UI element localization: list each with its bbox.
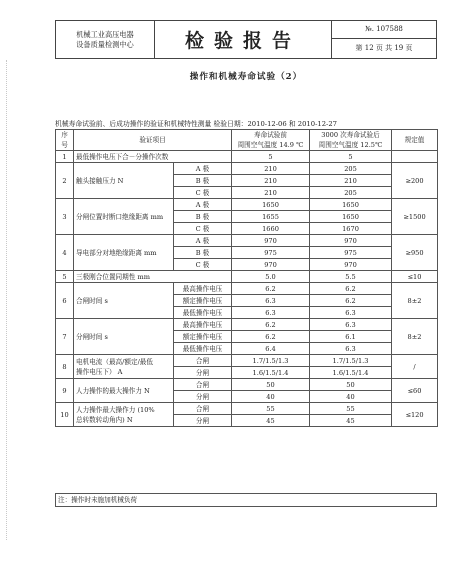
before-value: 45 [232, 415, 310, 427]
item-header: 验证项目 [74, 130, 232, 151]
before-value: 55 [232, 403, 310, 415]
sub-item-label: 最低操作电压 [174, 343, 232, 355]
item-label: 人力操作的最大操作力 N [74, 379, 174, 403]
sub-item-label: C 极 [174, 223, 232, 235]
spec-value: 8±2 [392, 283, 438, 319]
table-row [56, 403, 438, 415]
table-header-row [56, 130, 438, 151]
item-label: 三极刚合位置同期性 mm [74, 271, 232, 283]
sub-item-label: B 极 [174, 175, 232, 187]
before-value: 1655 [232, 211, 310, 223]
report-header [55, 20, 437, 59]
after-value: 970 [310, 235, 392, 247]
spec-value: ≤120 [392, 403, 438, 427]
before-value: 1660 [232, 223, 310, 235]
item-label: 合闸时间 s [74, 283, 174, 319]
sub-item-label: A 极 [174, 235, 232, 247]
report-number-block [332, 21, 437, 59]
org-line-2: 设备质量检测中心 [76, 39, 134, 49]
sub-item-label: B 极 [174, 247, 232, 259]
sub-item-label: C 极 [174, 259, 232, 271]
sub-item-label: B 极 [174, 211, 232, 223]
sub-item-label: 合闸 [174, 355, 232, 367]
after-value: 50 [310, 379, 392, 391]
table-row [56, 379, 438, 391]
row-number: 7 [56, 319, 74, 355]
row-number: 10 [56, 403, 74, 427]
before-value: 210 [232, 163, 310, 175]
row-number: 3 [56, 199, 74, 235]
item-label [74, 403, 174, 427]
item-label: 导电部分对地绝缘距离 mm [74, 235, 174, 271]
sub-item-label: 合闸 [174, 403, 232, 415]
before-value: 40 [232, 391, 310, 403]
spec-value: ≤10 [392, 271, 438, 283]
before-value: 1.6/1.5/1.4 [232, 367, 310, 379]
item-label: 触头接触压力 N [74, 163, 174, 199]
after-value: 40 [310, 391, 392, 403]
item-label: 分闸位置时断口绝缘距离 mm [74, 199, 174, 235]
before-value: 210 [232, 175, 310, 187]
spec-value: / [392, 355, 438, 379]
after-value: 6.3 [310, 343, 392, 355]
after-value: 6.1 [310, 331, 392, 343]
row-number: 6 [56, 283, 74, 319]
sub-item-label: A 极 [174, 199, 232, 211]
table-row [56, 235, 438, 247]
before-value: 970 [232, 259, 310, 271]
spec-value: 8±2 [392, 319, 438, 355]
before-value: 6.4 [232, 343, 310, 355]
report-title: 检验报告 [155, 21, 332, 59]
spec-value: ≤60 [392, 379, 438, 403]
spec-header: 规定值 [392, 130, 438, 151]
spec-value: ≥1500 [392, 199, 438, 235]
before-value: 6.3 [232, 307, 310, 319]
before-header: 寿命试验前 周围空气温度 14.9 ℃ [232, 130, 310, 151]
after-value: 1650 [310, 211, 392, 223]
after-value: 5 [310, 151, 392, 163]
sub-item-label: 最高操作电压 [174, 283, 232, 295]
row-number: 9 [56, 379, 74, 403]
spec-value: ≥950 [392, 235, 438, 271]
org-line-1: 机械工业高压电器 [76, 29, 134, 39]
sub-item-label: C 极 [174, 187, 232, 199]
after-value: 55 [310, 403, 392, 415]
after-value: 970 [310, 259, 392, 271]
footnote: 注：操作时未施加机械负荷 [55, 493, 437, 507]
item-label-line: 人力操作最大操作力 (10% [76, 405, 155, 414]
after-value: 1670 [310, 223, 392, 235]
after-value: 5.5 [310, 271, 392, 283]
row-number: 8 [56, 355, 74, 379]
before-value: 5 [232, 151, 310, 163]
after-value: 210 [310, 175, 392, 187]
page-info: 第 12 页 共 19 页 [355, 44, 413, 52]
after-value: 205 [310, 163, 392, 175]
before-value: 6.2 [232, 319, 310, 331]
item-label-line: 总转数转动角内) N [76, 415, 133, 424]
spec-value [392, 151, 438, 163]
row-number: 5 [56, 271, 74, 283]
table-row [56, 163, 438, 175]
after-header: 3000 次寿命试验后 周围空气温度 12.5℃ [310, 130, 392, 151]
before-value: 6.2 [232, 331, 310, 343]
row-number: 4 [56, 235, 74, 271]
before-value: 5.0 [232, 271, 310, 283]
organization-name [56, 21, 155, 59]
table-row [56, 283, 438, 295]
before-value: 6.3 [232, 295, 310, 307]
before-value: 6.2 [232, 283, 310, 295]
sub-item-label: 合闸 [174, 379, 232, 391]
row-number: 1 [56, 151, 74, 163]
after-value: 6.2 [310, 283, 392, 295]
spec-value: ≥200 [392, 163, 438, 199]
after-value: 6.3 [310, 319, 392, 331]
section-title: 操作和机械寿命试验（2） [189, 72, 303, 82]
before-value: 210 [232, 187, 310, 199]
before-value: 1650 [232, 199, 310, 211]
sub-item-label: 最低操作电压 [174, 307, 232, 319]
test-info-line: 机械寿命试验前、后成功操作的验证和机械特性测量 检验日期：2010-12-06 和 2010-12-27 [55, 120, 337, 128]
results-table [55, 129, 438, 427]
item-label-line: 电机电流（最高/额定/最低 [76, 357, 153, 366]
after-value: 1.6/1.5/1.4 [310, 367, 392, 379]
table-row [56, 199, 438, 211]
sub-item-label: 分闸 [174, 367, 232, 379]
before-value: 975 [232, 247, 310, 259]
after-value: 1650 [310, 199, 392, 211]
sub-item-label: 分闸 [174, 391, 232, 403]
after-value: 205 [310, 187, 392, 199]
after-value: 6.2 [310, 295, 392, 307]
sub-item-label: 额定操作电压 [174, 295, 232, 307]
item-label: 最低操作电压下合－分操作次数 [74, 151, 232, 163]
sub-item-label: A 极 [174, 163, 232, 175]
item-label [74, 355, 174, 379]
after-value: 6.3 [310, 307, 392, 319]
seq-header: 序 号 [56, 130, 74, 151]
sub-item-label: 额定操作电压 [174, 331, 232, 343]
table-row [56, 355, 438, 367]
item-label: 分闸时间 s [74, 319, 174, 355]
after-value: 45 [310, 415, 392, 427]
sub-item-label: 最高操作电压 [174, 319, 232, 331]
after-value: 975 [310, 247, 392, 259]
before-value: 1.7/1.5/1.3 [232, 355, 310, 367]
sub-item-label: 分闸 [174, 415, 232, 427]
table-row [56, 151, 438, 163]
item-label-line: 操作电压下） A [76, 367, 123, 376]
binding-holes [6, 60, 13, 540]
before-value: 970 [232, 235, 310, 247]
row-number: 2 [56, 163, 74, 199]
report-page [55, 20, 437, 558]
table-row [56, 319, 438, 331]
before-value: 50 [232, 379, 310, 391]
table-row [56, 271, 438, 283]
report-number: №. 107588 [332, 21, 436, 39]
after-value: 1.7/1.5/1.3 [310, 355, 392, 367]
